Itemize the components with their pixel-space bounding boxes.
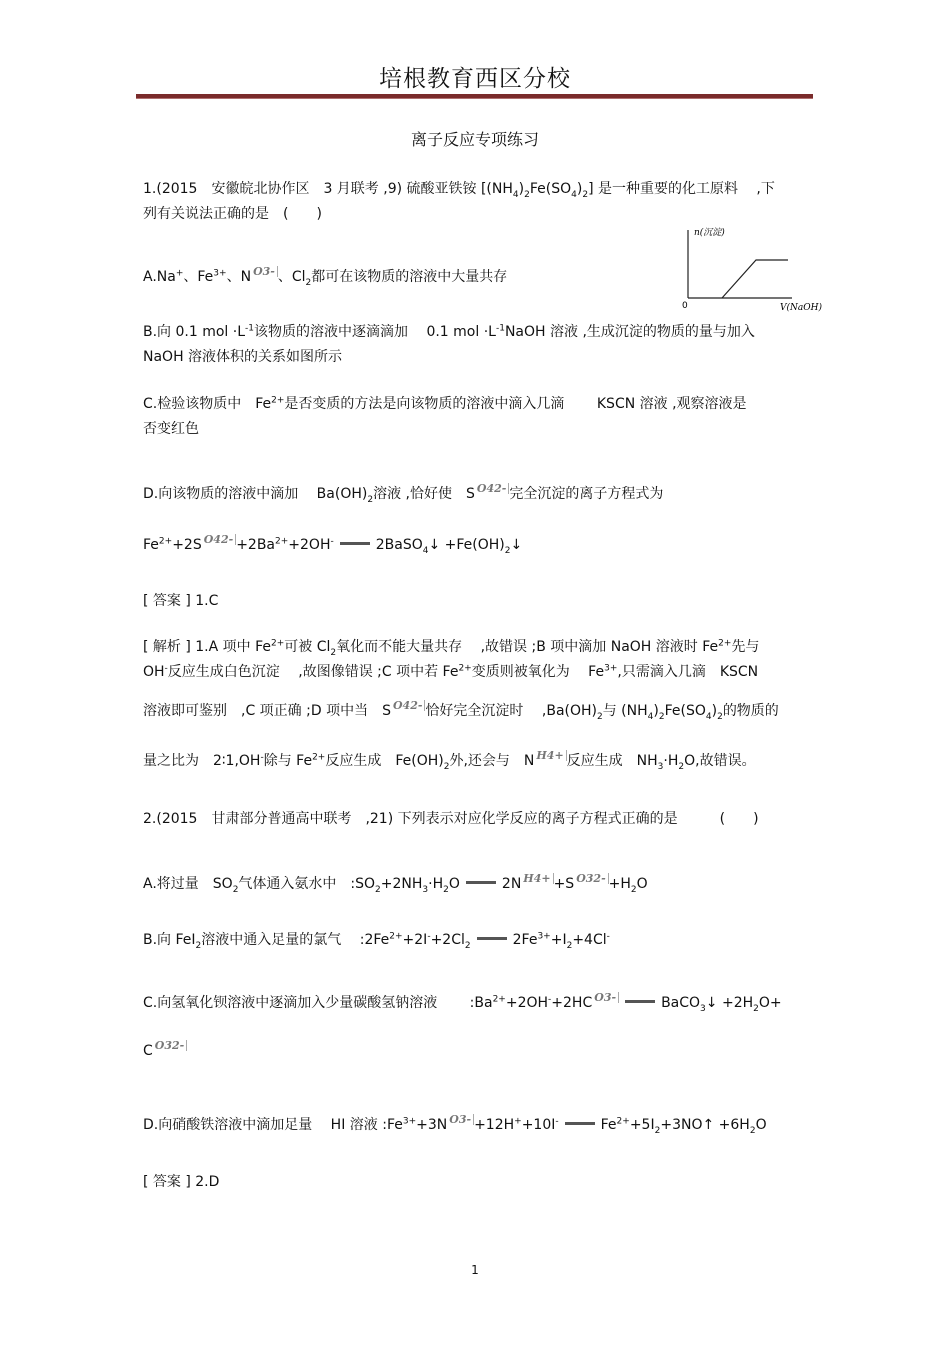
precipitate-graph [676, 222, 826, 317]
q1-option-c-line1: C.检验该物质中 $Fe^{2+}$是否变质的方法是向该物质的溶液中滴入几滴 KSCN 溶液 ,观察溶液是 [143, 395, 747, 412]
q1-option-d-line1: D.向该物质的溶液中滴加 $Ba(OH)_2$溶液 ,恰好使 S O42- 完全沉淀的离子方程式为 [143, 482, 664, 505]
q2-option-b: B.向 FeI$_2$溶液中通入足量的氯气 $:2Fe^{2+}+2I^-+2Cl_2$ $2Fe^{3+}+I_2+4Cl^-$ [143, 931, 610, 951]
q1-option-b-line2: NaOH 溶液体积的关系如图所示 [143, 349, 343, 365]
carbonate-formula-image: O32- [153, 1040, 187, 1051]
q2-option-c-line1: C.向氢氧化钡溶液中逐滴加入少量碳酸氢钠溶液 $:Ba^{2+}+2OH^-+2HC$ O3- BaCO$_3$↓ $+2H_2O+$ [143, 991, 782, 1014]
q2-option-a: A.将过量 $SO_2$气体通入氨水中 $:SO_2+2NH_3\cdot H_2O$ 2N H4+ +S $O32- +H_2O$ [143, 872, 648, 895]
sulfate-formula-image: O42- [391, 700, 425, 711]
school-header: 培根教育西区分校 [379, 66, 571, 92]
q2-answer: [ 答案 ] 2.D [143, 1174, 220, 1190]
ammonium-formula-image: H4+ [534, 750, 566, 761]
q1-stem-line1: 1.(2015 安徽皖北协作区 3 月联考 ,9) 硫酸亚铁铵 $[(NH_4)_2Fe(SO_4)_2]$ 是一种重要的化工原料 ,下 [143, 181, 775, 200]
page-number: 1 [471, 1263, 479, 1277]
q1-option-b-line1: B.向 0.1 mol $\cdot L^{-1}$该物质的溶液中逐滴滴加 0.1 mol $\cdot L^{-1}NaOH$ 溶液 ,生成沉淀的物质的量与加入 [143, 323, 755, 340]
q2-option-d: D.向硝酸铁溶液中滴加足量 HI 溶液 $:Fe^{3+}+3N$ O3- +12H++10I- $Fe^{2+}+5I_2+3NO↑ +6H_2O$ [143, 1113, 767, 1136]
graph-xlabel: V(NaOH) [780, 303, 822, 313]
q1-analysis-line1: [ 解析 ] 1.A 项中 $Fe^{2+}$可被 $Cl_2$氧化而不能大量共存 ,故错误 ;B 项中滴加 NaOH 溶液时 $Fe^{2+}$先与 [143, 638, 760, 658]
q1-option-a: A.Na+、$Fe^{3+}$、N O3- 、$Cl_2$都可在该物质的溶液中大量共存 [143, 265, 508, 288]
equation-equals-bar [477, 937, 507, 940]
graph-ylabel: n(沉淀) [694, 228, 725, 238]
q1-answer: [ 答案 ] 1.C [143, 593, 219, 609]
bicarbonate-formula-image: O3- [592, 992, 619, 1003]
equation-equals-bar [625, 1000, 655, 1003]
q1-option-d-equation: $Fe^{2+}+2S$ $O42- +2Ba^{2+}+2OH^-$ 2BaSO$_4$↓ $+Fe(OH)_2↓$ [143, 533, 523, 556]
sulfite-formula-image: O32- [574, 873, 608, 884]
document-title: 离子反应专项练习 [410, 130, 539, 149]
equation-equals-bar [565, 1122, 595, 1125]
q1-analysis-line2: OH-反应生成白色沉淀 ,故图像错误 ;C 项中若 $Fe^{2+}$变质则被氧化为 $Fe^{3+}$,只需滴入几滴 KSCN [143, 663, 759, 680]
q2-stem: 2.(2015 甘肃部分普通高中联考 ,21) 下列表示对应化学反应的离子方程式正确的是 ( ) [143, 811, 759, 827]
equation-equals-bar [466, 881, 496, 884]
q1-stem-line2: 列有关说法正确的是 ( ) [143, 206, 322, 222]
nitrate-formula-image: O3- [447, 1114, 474, 1125]
header-divider [136, 94, 813, 99]
graph-origin: 0 [682, 301, 688, 311]
sulfate-formula-image: O42- [202, 534, 236, 545]
nitrate-formula-image: O3- [251, 266, 278, 277]
q1-option-c-line2: 否变红色 [143, 421, 199, 437]
q2-option-c-line2: C O32- [143, 1040, 187, 1059]
ammonium-formula-image: H4+ [521, 873, 553, 884]
equation-equals-bar [340, 542, 370, 545]
sulfate-formula-image: O42- [475, 483, 509, 494]
q1-analysis-line3: 溶液即可鉴别 ,C 项正确 ;D 项中当 S O42- 恰好完全沉淀时 $,Ba(OH)_2$与 $(NH_4)_2Fe(SO_4)_2$的物质的 [143, 699, 779, 722]
q1-analysis-line4: 量之比为 2∶1,OH-除与 $Fe^{2+}$反应生成 $Fe(OH)_2$外,还会与 N H4+ 反应生成 $NH_3\cdot H_2O$,故错误。 [143, 749, 756, 772]
